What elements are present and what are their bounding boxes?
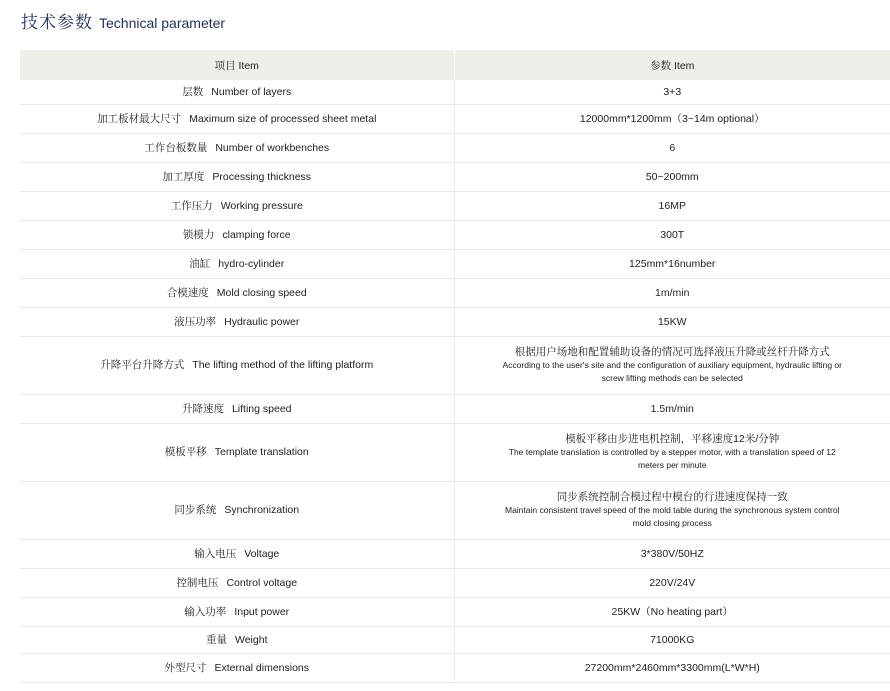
parameter-value-english: According to the user's site and the configuration of auxiliary equipment, hydraulic lifting or screw lifting methods can be selected xyxy=(502,360,842,383)
parameter-value: 3+3 xyxy=(663,85,682,98)
parameter-value-cell xyxy=(454,423,890,481)
table-row xyxy=(20,249,890,278)
title-en: Technical parameter xyxy=(99,15,226,31)
title-cn: 技术参数 xyxy=(21,13,93,32)
parameter-name-cell xyxy=(20,80,454,104)
parameter-value-english: The template translation is controlled by a stepper motor, with a translation speed of 12 meters per minute xyxy=(508,447,836,470)
parameter-value-cell xyxy=(454,191,890,220)
parameter-value: 根据用户场地和配置辅助设备的情况可选择液压升降或丝杆升降方式 xyxy=(514,346,830,358)
table-row xyxy=(20,626,890,653)
parameter-name-cell xyxy=(20,568,454,597)
parameter-name-cell xyxy=(20,104,454,133)
parameter-value-cell xyxy=(454,249,890,278)
table-row xyxy=(20,653,890,682)
parameter-value: 同步系统控制合模过程中模台的行进速度保持一致 xyxy=(556,491,788,503)
parameter-value: 6 xyxy=(669,141,676,154)
parameter-name-en: Number of workbenches xyxy=(215,141,330,154)
parameter-name-en: Maximum size of processed sheet metal xyxy=(189,112,377,125)
parameter-name-en: Synchronization xyxy=(224,504,300,516)
table-row xyxy=(20,336,890,394)
parameter-name-cell xyxy=(20,162,454,191)
parameter-value: 50~200mm xyxy=(645,170,699,183)
parameter-name-cn: 锁模力 xyxy=(182,228,215,241)
parameter-name-cell xyxy=(20,191,454,220)
table-row xyxy=(20,191,890,220)
parameter-name-en: Weight xyxy=(235,633,268,646)
parameter-name-en: Lifting speed xyxy=(231,402,292,415)
table-row xyxy=(20,133,890,162)
parameter-value: 125mm*16number xyxy=(629,257,716,270)
parameter-name-en: The lifting method of the lifting platform xyxy=(192,359,374,371)
column-header-item: 项目 Item xyxy=(20,50,454,80)
parameter-value: 1m/min xyxy=(655,286,690,299)
parameter-name-cell xyxy=(20,653,454,682)
parameter-name-en: clamping force xyxy=(222,228,291,241)
column-header-parameter: 参数 Item xyxy=(454,50,890,80)
table-row xyxy=(20,539,890,568)
parameter-name-en: Number of layers xyxy=(211,85,292,98)
parameter-name-cn: 升降平台升降方式 xyxy=(100,359,185,371)
parameter-name-cell xyxy=(20,336,454,394)
parameter-name-en: External dimensions xyxy=(214,661,310,674)
parameter-value: 模板平移由步进电机控制，平移速度12米/分钟 xyxy=(565,433,780,445)
table-row xyxy=(20,278,890,307)
parameter-name-cn: 工作台板数量 xyxy=(144,141,208,154)
table-row xyxy=(20,481,890,539)
parameter-value: 27200mm*2460mm*3300mm(L*W*H) xyxy=(584,661,760,674)
parameter-name-cell xyxy=(20,539,454,568)
parameter-name-en: Template translation xyxy=(214,446,309,458)
table-row xyxy=(20,394,890,423)
parameter-value: 3*380V/50HZ xyxy=(640,547,704,560)
parameter-value-cell xyxy=(454,80,890,104)
parameter-value-cell xyxy=(454,336,890,394)
parameter-value-cell xyxy=(454,568,890,597)
parameter-name-en: Control voltage xyxy=(226,576,298,589)
page-title xyxy=(21,8,225,34)
parameter-name-cell xyxy=(20,220,454,249)
table-row xyxy=(20,220,890,249)
parameter-value-cell xyxy=(454,394,890,423)
parameter-name-cn: 外型尺寸 xyxy=(164,661,207,674)
parameter-name-cell xyxy=(20,249,454,278)
parameter-value: 1.5m/min xyxy=(650,402,694,415)
table-row xyxy=(20,568,890,597)
parameter-value-english: Maintain consistent travel speed of the mold table during the synchronous system control mold closing process xyxy=(504,505,840,528)
parameter-value-cell xyxy=(454,162,890,191)
parameter-name-cn: 加工厚度 xyxy=(162,170,205,183)
parameter-value: 12000mm*1200mm（3~14m optional） xyxy=(579,112,765,125)
parameter-name-cell xyxy=(20,597,454,626)
parameter-name-cn: 输入电压 xyxy=(194,547,237,560)
table-row xyxy=(20,80,890,104)
parameter-value: 25KW（No heating part） xyxy=(611,605,733,618)
parameter-name-en: Input power xyxy=(234,605,290,618)
parameter-name-cn: 输入功率 xyxy=(184,605,227,618)
table-row xyxy=(20,104,890,133)
parameter-value-cell xyxy=(454,653,890,682)
parameter-value-cell xyxy=(454,481,890,539)
parameter-name-cell xyxy=(20,423,454,481)
table-header-row xyxy=(20,50,890,80)
parameter-name-cn: 油缸 xyxy=(189,257,211,270)
table-row xyxy=(20,597,890,626)
parameter-name-cn: 升降速度 xyxy=(181,402,224,415)
parameter-value-cell xyxy=(454,539,890,568)
parameter-name-cn: 控制电压 xyxy=(176,576,219,589)
parameter-name-en: Working pressure xyxy=(220,199,303,212)
parameter-value-cell xyxy=(454,307,890,336)
parameter-value: 300T xyxy=(660,228,685,241)
table-row xyxy=(20,307,890,336)
parameter-value-cell xyxy=(454,597,890,626)
parameter-name-en: hydro-cylinder xyxy=(218,257,285,270)
parameter-value: 16MP xyxy=(658,199,686,212)
table-row xyxy=(20,162,890,191)
parameter-name-en: Hydraulic power xyxy=(224,315,300,328)
parameter-name-cn: 层数 xyxy=(182,85,204,98)
parameter-name-cn: 重量 xyxy=(206,633,227,646)
parameter-name-en: Mold closing speed xyxy=(216,286,307,299)
parameter-value: 220V/24V xyxy=(649,576,696,589)
parameter-value-cell xyxy=(454,626,890,653)
parameter-value-cell xyxy=(454,133,890,162)
parameter-value: 15KW xyxy=(657,315,687,328)
table-row xyxy=(20,423,890,481)
parameter-value: 71000KG xyxy=(650,633,695,646)
parameter-name-en: Voltage xyxy=(244,547,280,560)
parameter-name-cn: 工作压力 xyxy=(170,199,213,212)
parameter-value-cell xyxy=(454,220,890,249)
parameter-name-cn: 同步系统 xyxy=(174,504,217,516)
parameter-value-cell xyxy=(454,278,890,307)
parameter-name-cell xyxy=(20,394,454,423)
table-body xyxy=(20,80,890,682)
parameter-name-en: Processing thickness xyxy=(212,170,312,183)
parameter-name-cell xyxy=(20,133,454,162)
parameter-name-cn: 加工板材最大尺寸 xyxy=(97,112,182,125)
parameter-name-cell xyxy=(20,481,454,539)
parameter-name-cn: 合模速度 xyxy=(166,286,209,299)
parameter-table xyxy=(20,50,890,683)
parameter-name-cell xyxy=(20,278,454,307)
parameter-name-cn: 液压功率 xyxy=(174,315,217,328)
parameter-name-cell xyxy=(20,626,454,653)
parameter-name-cell xyxy=(20,307,454,336)
parameter-name-cn: 模板平移 xyxy=(164,446,207,458)
parameter-value-cell xyxy=(454,104,890,133)
